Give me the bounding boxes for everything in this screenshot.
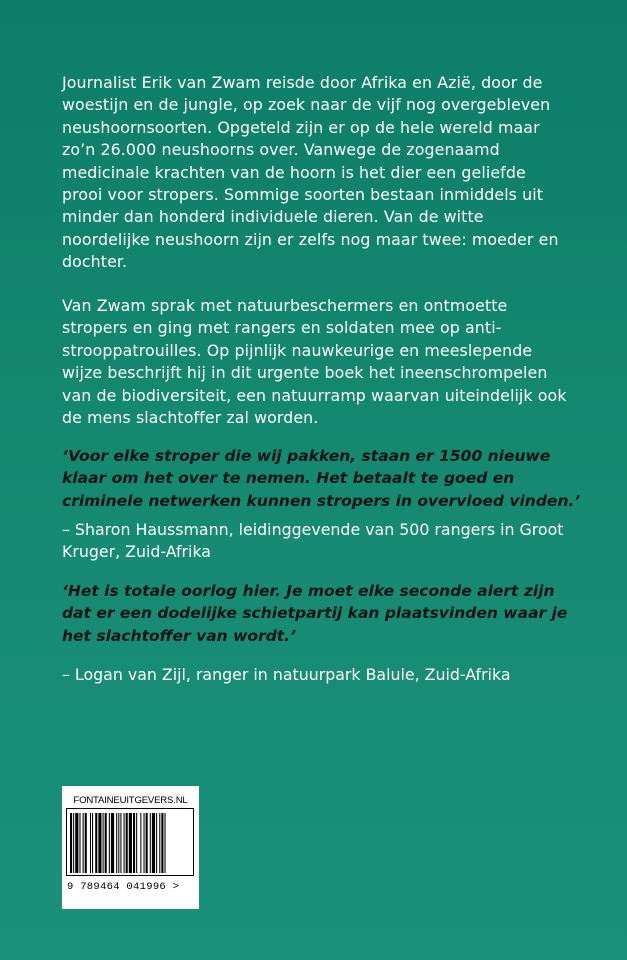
barcode-bar [165,813,166,873]
barcode-bar [156,813,157,873]
barcode-bar [120,813,121,873]
barcode-bar [140,813,141,873]
barcode-bar [98,813,101,873]
barcode-bar [109,813,110,873]
barcode-bar [129,813,132,873]
barcode-bar [79,813,80,873]
barcode-panel [62,786,199,909]
barcode-bar [124,813,125,873]
barcode-bar [126,813,128,873]
barcode-bar [103,813,104,873]
barcode-bar [95,813,97,873]
barcode-bar [92,813,93,873]
barcode-bar [75,813,78,873]
barcode-bars [68,813,192,875]
barcode-bar [144,813,145,873]
barcode-bar [150,813,151,873]
barcode-bar [133,813,135,873]
barcode-bar [159,813,160,873]
quote-2: ‘Het is totale oorlog hier. Je moet elke seconde alert zijn dat er een dodelijke schietpartij kan plaatsvinden waar je het slachtoffer van wordt.’ [62,582,568,645]
barcode-bar [136,813,137,873]
isbn-digits: 9 789464 041996 > [67,881,180,893]
barcode-bar [152,813,155,873]
barcode-bar [90,813,91,873]
barcode-bar [85,813,87,873]
publisher-url: FONTAINEUITGEVERS.NL [73,795,188,806]
barcode-bar [73,813,74,873]
barcode-bar [70,813,72,873]
barcode-bar [161,813,163,873]
quote-1: ‘Voor elke stroper die wij pakken, staan er 1500 nieuwe klaar om het over te nemen. Het betaalt te goed en criminele netwerken kunnen stropers in overvloed vinden.’ [62,447,581,510]
blurb-paragraph-1: Journalist Erik van Zwam reisde door Afrika en Azië, door de woestijn en de jungle, op zoek naar de vijf nog overgebleven neushoornsoorten. Opgeteld zijn er op de hele wereld maar zo’n 26.000 neushoorns over. Vanwege de zogenaamd medicinale krachten van de hoorn is het dier een geliefde prooi voor stropers. Sommige soorten bestaan inmiddels uit minder dan honderd individuele dieren. Van de witte noordelijke neushoorn zijn er zelfs nog maar twee: moeder en dochter. [62,73,559,272]
barcode-bar [111,813,114,873]
barcode-bar [146,813,148,873]
quote-2-attribution: – Logan van Zijl, ranger in natuurpark Balule, Zuid-Afrika [62,665,511,684]
blurb-paragraph-2: Van Zwam sprak met natuurbeschermers en ontmoette stropers en ging met rangers en soldaten mee op anti-strooppatrouilles. Op pijnlijk nauwkeurige en meeslepende wijze beschrijft hij in dit urgente boek het ineenschrompelen van de biodiversiteit, een natuurramp waarvan uiteindelijk ook de mens slachtoffer zal worden. [62,296,567,428]
barcode-bar [83,813,84,873]
barcode-bar [116,813,117,873]
barcode-bar [118,813,119,873]
quote-1-attribution: – Sharon Haussmann, leidinggevende van 500 rangers in Groot Kruger, Zuid-Afrika [62,520,564,562]
barcode-bar [105,813,107,873]
